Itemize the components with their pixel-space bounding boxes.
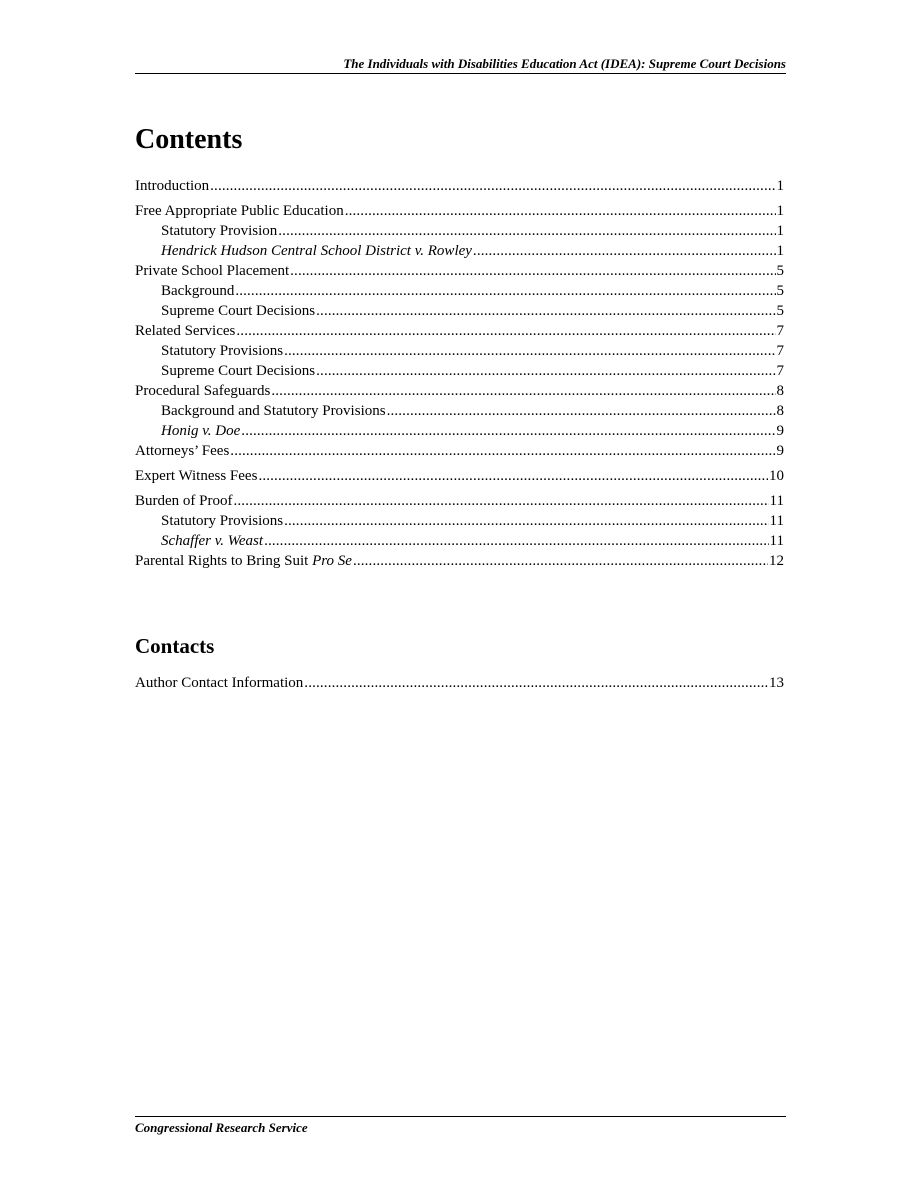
- toc-entry-title: Background and Statutory Provisions: [161, 403, 386, 419]
- dot-leader: [290, 261, 775, 281]
- toc-entry-statutory-provision[interactable]: [135, 221, 784, 241]
- toc-entry-supreme-court-decisions[interactable]: [135, 361, 784, 381]
- table-of-contents: [135, 176, 784, 571]
- dot-leader: [258, 466, 768, 486]
- toc-entry-statutory-provisions[interactable]: [135, 511, 784, 531]
- toc-entry-page: 7: [776, 323, 784, 339]
- dot-leader: [234, 491, 769, 511]
- toc-entry-title: Statutory Provisions: [161, 343, 284, 359]
- toc-entry-title: Related Services: [135, 323, 236, 339]
- toc-entry-page: 11: [769, 533, 784, 549]
- toc-entry-background-and-statutory-provisions[interactable]: [135, 401, 784, 421]
- dot-leader: [235, 281, 775, 301]
- dot-leader: [345, 201, 776, 221]
- toc-entry-free-appropriate-public-education[interactable]: [135, 201, 784, 221]
- toc-entry-title-text: Parental Rights to Bring Suit: [135, 553, 313, 569]
- toc-entry-rowley[interactable]: [135, 241, 784, 261]
- toc-entry-page: 5: [776, 303, 784, 319]
- toc-entry-related-services[interactable]: [135, 321, 784, 341]
- toc-entry-page: 11: [769, 493, 784, 509]
- toc-entry-procedural-safeguards[interactable]: [135, 381, 784, 401]
- toc-entry-page: 1: [776, 243, 784, 259]
- toc-entry-honig-v-doe[interactable]: [135, 421, 784, 441]
- toc-entry-page: 12: [769, 553, 784, 569]
- toc-entry-author-contact-information[interactable]: [135, 673, 784, 693]
- toc-entry-title: Burden of Proof: [135, 493, 233, 509]
- dot-leader: [271, 381, 775, 401]
- toc-entry-statutory-provisions[interactable]: [135, 341, 784, 361]
- toc-entry-title: Private School Placement: [135, 263, 290, 279]
- dot-leader: [284, 341, 775, 361]
- toc-entry-page: 11: [769, 513, 784, 529]
- toc-entry-page: 10: [769, 468, 784, 484]
- toc-entry-page: 1: [776, 203, 784, 219]
- toc-entry-expert-witness-fees[interactable]: [135, 466, 784, 486]
- dot-leader: [230, 441, 775, 461]
- running-footer: Congressional Research Service: [135, 1120, 308, 1135]
- toc-entry-page: 9: [776, 423, 784, 439]
- toc-entry-title: Attorneys’ Fees: [135, 443, 230, 459]
- dot-leader: [473, 241, 776, 261]
- toc-entry-page: 8: [776, 403, 784, 419]
- toc-entry-background[interactable]: [135, 281, 784, 301]
- contents-heading: Contents: [135, 124, 243, 155]
- toc-entry-page: 7: [776, 343, 784, 359]
- toc-entry-page: 5: [776, 283, 784, 299]
- toc-entry-title: Statutory Provisions: [161, 513, 284, 529]
- dot-leader: [387, 401, 776, 421]
- toc-entry-title: Supreme Court Decisions: [161, 303, 316, 319]
- toc-entry-title: [161, 531, 263, 551]
- toc-entry-title: Supreme Court Decisions: [161, 363, 316, 379]
- contacts-heading: Contacts: [135, 634, 215, 658]
- dot-leader: [236, 321, 775, 341]
- dot-leader: [241, 421, 775, 441]
- dot-leader: [284, 511, 768, 531]
- dot-leader: [264, 531, 768, 551]
- footer-rule: [135, 1116, 786, 1117]
- dot-leader: [304, 673, 768, 693]
- toc-entry-page: 1: [776, 178, 784, 194]
- toc-entry-title: Statutory Provision: [161, 223, 278, 239]
- toc-entry-burden-of-proof[interactable]: [135, 491, 784, 511]
- toc-entry-title: [161, 241, 472, 261]
- toc-entry-title: Free Appropriate Public Education: [135, 203, 344, 219]
- toc-entry-page: 7: [776, 363, 784, 379]
- toc-entry-page: 5: [776, 263, 784, 279]
- toc-entry-schaffer-v-weast[interactable]: [135, 531, 784, 551]
- toc-entry-private-school-placement[interactable]: [135, 261, 784, 281]
- toc-entry-title: Author Contact Information: [135, 675, 304, 691]
- toc-entry-parental-rights-pro-se[interactable]: [135, 551, 784, 571]
- dot-leader: [353, 551, 768, 571]
- toc-entry-title: Background: [161, 283, 235, 299]
- toc-entry-page: 13: [769, 675, 784, 691]
- dot-leader: [316, 361, 775, 381]
- running-header: The Individuals with Disabilities Education Act (IDEA): Supreme Court Decisions: [343, 56, 786, 71]
- case-name: Hendrick Hudson Central School District v. Rowley: [161, 243, 472, 259]
- contacts-list: [135, 673, 784, 693]
- toc-entry-title-italic: Pro Se: [312, 553, 352, 569]
- toc-entry-page: 1: [776, 223, 784, 239]
- toc-entry-introduction[interactable]: [135, 176, 784, 196]
- toc-entry-supreme-court-decisions[interactable]: [135, 301, 784, 321]
- toc-entry-title: [135, 551, 352, 571]
- toc-entry-title: [161, 421, 240, 441]
- toc-entry-title: Expert Witness Fees: [135, 468, 258, 484]
- dot-leader: [278, 221, 775, 241]
- toc-entry-page: 8: [776, 383, 784, 399]
- dot-leader: [316, 301, 775, 321]
- toc-entry-title: Introduction: [135, 178, 210, 194]
- toc-entry-title: Procedural Safeguards: [135, 383, 271, 399]
- dot-leader: [210, 176, 775, 196]
- case-name: Schaffer v. Weast: [161, 533, 264, 549]
- toc-entry-attorneys-fees[interactable]: [135, 441, 784, 461]
- toc-entry-page: 9: [776, 443, 784, 459]
- header-rule: [135, 73, 786, 74]
- case-name: Honig v. Doe: [161, 423, 241, 439]
